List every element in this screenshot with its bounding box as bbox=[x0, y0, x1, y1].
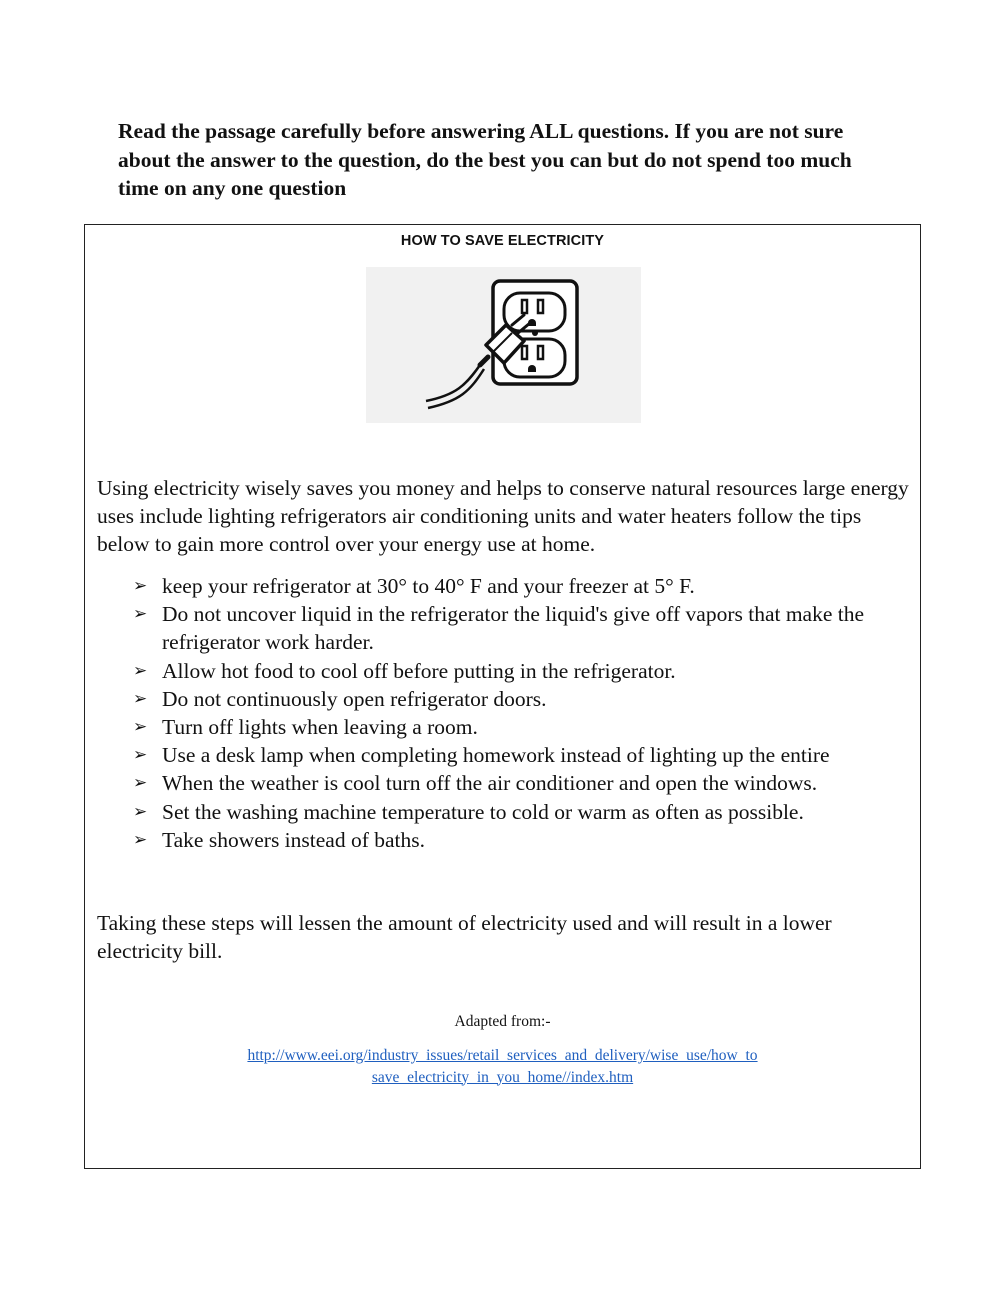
tip-item bbox=[97, 600, 912, 656]
tip-text: Set the washing machine temperature to cold or warm as often as possible. bbox=[162, 799, 804, 824]
source-link-line-2[interactable]: save_electricity_in_you_home//index.htm bbox=[371, 1068, 634, 1086]
arrow-bullet-icon: ➢ bbox=[133, 717, 148, 738]
passage-title: HOW TO SAVE ELECTRICITY bbox=[400, 233, 605, 249]
tip-item bbox=[97, 713, 912, 741]
tip-item bbox=[97, 657, 912, 685]
tip-text: Take showers instead of baths. bbox=[162, 827, 425, 852]
source-label: Adapted from:- bbox=[454, 1013, 551, 1030]
conclusion-paragraph: Taking these steps will lessen the amount of electricity used and will result in a lower electricity bill. bbox=[97, 911, 832, 963]
arrow-bullet-icon: ➢ bbox=[133, 688, 148, 709]
tip-text: Turn off lights when leaving a room. bbox=[162, 715, 478, 740]
arrow-bullet-icon: ➢ bbox=[133, 801, 148, 822]
arrow-bullet-icon: ➢ bbox=[133, 576, 148, 596]
passage-box bbox=[84, 224, 921, 1169]
tip-item bbox=[97, 826, 912, 854]
source-link[interactable] bbox=[85, 1045, 920, 1088]
source-link-line-1[interactable]: http://www.eei.org/industry_issues/retail_services_and_delivery/wise_use/how_to bbox=[247, 1047, 758, 1064]
tips-list bbox=[97, 572, 912, 854]
tip-item bbox=[97, 769, 912, 797]
instructions-text: Read the passage carefully before answering ALL questions. If you are not sure about the answer to the question, do the best you can but do not spend too much time on any one question bbox=[118, 119, 852, 200]
arrow-bullet-icon: ➢ bbox=[133, 745, 148, 766]
outlet-illustration bbox=[366, 267, 641, 423]
tip-item bbox=[97, 685, 912, 713]
tip-text: Allow hot food to cool off before putting in the refrigerator. bbox=[162, 658, 676, 683]
arrow-bullet-icon: ➢ bbox=[133, 829, 148, 850]
intro-paragraph: Using electricity wisely saves you money and helps to conserve natural resources large energy uses include lighting refrigerators air conditioning units and water heaters follow the tips below to gain more control over your energy use at home. bbox=[97, 476, 909, 556]
tip-text: Do not uncover liquid in the refrigerator the liquid's give off vapors that make the refrigerator work harder. bbox=[162, 602, 865, 655]
tip-text: keep your refrigerator at 30° to 40° F and your freezer at 5° F. bbox=[162, 574, 695, 598]
tip-item bbox=[97, 572, 912, 600]
arrow-bullet-icon: ➢ bbox=[133, 660, 148, 681]
arrow-bullet-icon: ➢ bbox=[133, 604, 148, 625]
tip-text: When the weather is cool turn off the air conditioner and open the windows. bbox=[162, 771, 818, 796]
tip-text: Do not continuously open refrigerator doors. bbox=[162, 686, 547, 711]
arrow-bullet-icon: ➢ bbox=[133, 773, 148, 794]
plug-in-outlet-icon bbox=[366, 267, 641, 423]
tip-item bbox=[97, 798, 912, 826]
tip-item bbox=[97, 741, 912, 769]
tip-text: Use a desk lamp when completing homework instead of lighting up the entire bbox=[162, 743, 830, 768]
